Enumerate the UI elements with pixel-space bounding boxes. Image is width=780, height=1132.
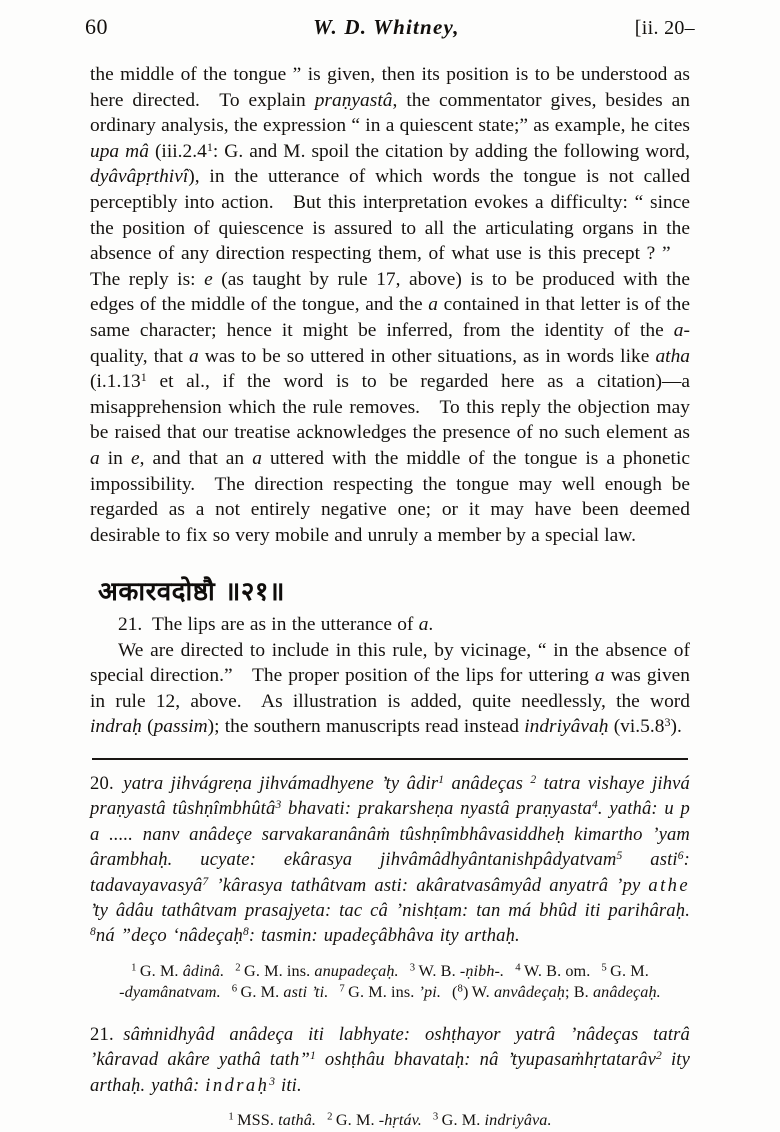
- sutra-heading-devanagari: अकारवदोष्ठौ ॥२१॥: [98, 577, 285, 608]
- sanskrit-commentary-20: [90, 760, 690, 949]
- running-head: [85, 0, 695, 48]
- main-text-block: [90, 48, 690, 740]
- body-paragraph-1: the middle of the tongue ” is given, then its position is to be understood as here directed. To explain praṇyastâ, the commentator gives, besides an ordinary analysis, the expression “ in a quiescent state;” as example, he cites upa mâ (iii.2.4$^1$: G. and M. spoil the citation by adding the following word, dyâvâpṛthivî), in the utterance of which words the tongue is not called perceptibly into action. But this interpretation evokes a difficulty: “ since the position of quiescence is assured to all the articulating organs in the absence of any direction respecting them, of what use is this precept ? ” The reply is: e (as taught by rule 17, above) is to be produced with the edges of the middle of the tongue, and the a contained in that letter is of the same character; hence it might be inferred, from the identity of the a-quality, that a was to be so uttered in other situations, as in words like atha (i.1.13$^1$ et al., if the word is to be regarded here as a citation)—a misapprehension which the rule removes. To this reply the objection may be raised that our treatise acknowledges the presence of no such element as a in e, and that an a uttered with the middle of the tongue is a phonetic impossibility. The direction respecting the tongue may well enough be regarded as a not entirely negative one; or it may have been deemed desirable to fix so very mobile and unruly a member by a special law.: [90, 64, 691, 546]
- page-number: 60: [85, 14, 108, 39]
- footnote-20-line-1: $^1$ G. M. âdinâ. $^2$ G. M. ins. anupadeçaḥ. $^3$ W. B. -ṇibh-. $^4$ W. B. om. $^5$ G. M.: [131, 961, 649, 980]
- footnote-21-line-1: $^1$ MSS. tathâ. $^2$ G. M. -hṛtáv. $^3$ G. M. indriyâva.: [228, 1110, 552, 1129]
- sanskrit-commentary-21: [90, 1004, 690, 1098]
- commentary-20-text: 20. yatra jihvágreṇa jihvámadhyene ’ty âdir$^1$ anâdeças $^2$ tatra vishaye jihvá praṇyastâ tûshṇîmbhûtâ$^3$ bhavati: prakarsheṇa nyastâ praṇyasta$^4$. yathâ: u p a ..... nanv anâdeçe sarvakaranânâṁ tûshṇîmbhâvasiddheḥ kimartho ’yam ârambhaḥ. ucyate: ekârasya jihvâmâdhyântanishpâdyatvam$^5$ asti$^6$: tadavayavasyâ$^7$ ’kârasya tathâtvam asti: akâratvasâmyâd anyatrâ ’py athe ’ty âdâu tathâtvam prasajyeta: tac câ ’nishṭam: tan má bhûd iti parihâraḥ. $^8$ná ”deço ‘nâdeçaḥ$^8$: tasmin: upadeçâbhâva ity arthaḥ.: [90, 772, 690, 947]
- footnote-20-line-2: -dyamânatvam. $^6$ G. M. asti ’ti. $^7$ G. M. ins. ’pi. ($^8$) W. anvâdeçaḥ; B. anâdeçaḥ.: [119, 982, 661, 1002]
- rule-translation: 21. The lips are as in the utterance of a.: [118, 613, 434, 635]
- signature-mark: [ii. 20–: [634, 17, 695, 39]
- footnotes-20: [90, 949, 690, 1004]
- footnotes-21: [90, 1098, 690, 1132]
- rule-commentary: We are directed to include in this rule, by vicinage, “ in the absence of special direction.” The proper position of the lips for uttering a was given in rule 12, above. As illustration is added, quite needlessly, the word indraḥ (passim); the southern manuscripts read instead indriyâvaḥ (vi.5.8$^3$).: [90, 639, 690, 738]
- commentary-21-text: 21. sâṁnidhyâd anâdeça iti labhyate: oshṭhayor yatrâ ’nâdeças tatrâ ’kâravad akâre yathâ tath”$^1$ oshṭhâu bhavataḥ: nâ ’tyupasaṁhṛtatarâv$^2$ ity arthaḥ. yathâ: indraḥ$^3$ iti.: [90, 1023, 690, 1096]
- running-title: W. D. Whitney,: [313, 15, 460, 39]
